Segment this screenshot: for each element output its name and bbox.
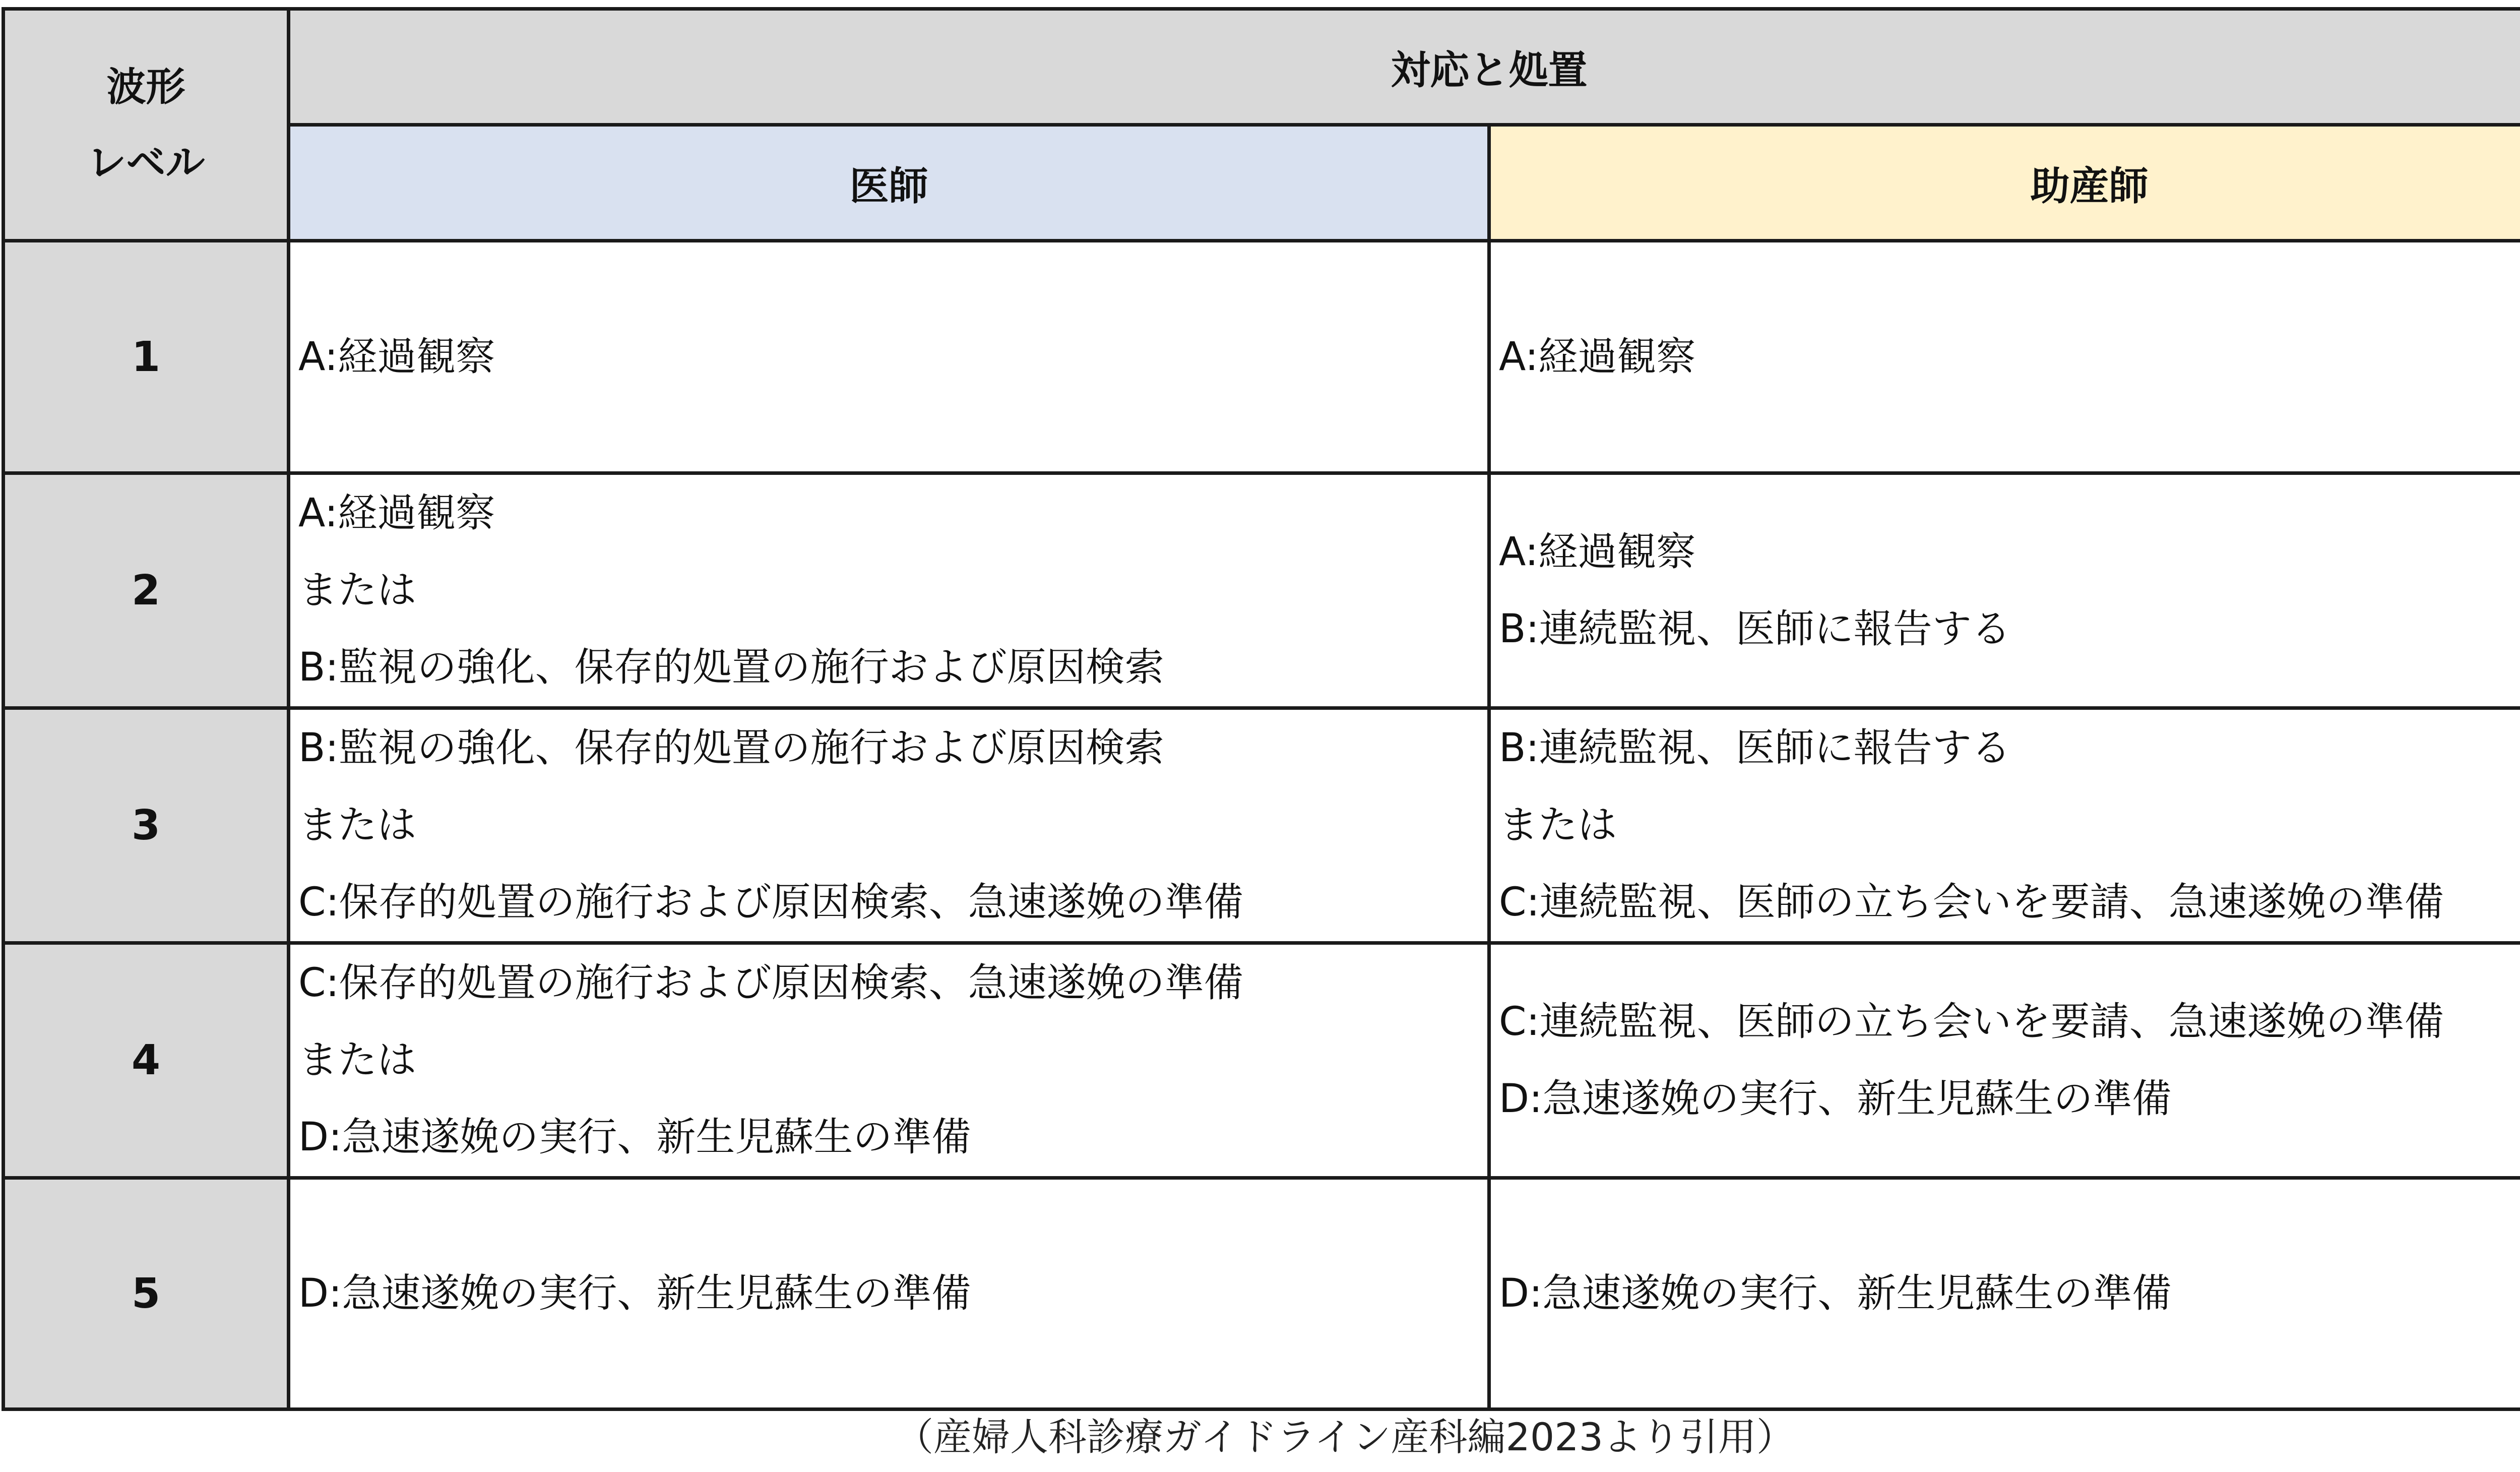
midwife-cell (1489, 708, 2520, 943)
level-cell: 1 (4, 241, 289, 473)
doctor-line: B:監視の強化、保存的処置の施行および原因検索 (298, 725, 1164, 771)
level-cell: 5 (4, 1178, 289, 1409)
header-row-bottom (4, 125, 2520, 241)
level-cell: 4 (4, 943, 289, 1178)
midwife-line: B:連続監視、医師に報告する (1499, 725, 2011, 771)
doctor-line: A:経過観察 (298, 490, 495, 536)
doctor-cell (289, 241, 1489, 473)
doctor-line: D:急速遂娩の実行、新生児蘇生の準備 (298, 1115, 971, 1160)
doctor-line: C:保存的処置の施行および原因検索、急速遂娩の準備 (298, 960, 1243, 1006)
table-row (4, 241, 2520, 473)
level-cell: 3 (4, 708, 289, 943)
doctor-cell (289, 943, 1489, 1178)
doctor-line: または (298, 568, 417, 613)
midwife-line: A:経過観察 (1499, 529, 1696, 575)
doctor-line: A:経過観察 (298, 334, 495, 380)
midwife-cell (1489, 241, 2520, 473)
header-row-top (4, 9, 2520, 125)
table-row (4, 473, 2520, 708)
midwife-cell (1489, 943, 2520, 1178)
doctor-cell (289, 708, 1489, 943)
midwife-header: 助産師 (1489, 125, 2520, 241)
response-header: 対応と処置 (289, 9, 2520, 125)
table-row (4, 943, 2520, 1178)
table-row (4, 708, 2520, 943)
midwife-line: D:急速遂娩の実行、新生児蘇生の準備 (1499, 1270, 2172, 1316)
fetal-heart-rate-response-table (2, 7, 2520, 1411)
midwife-cell (1489, 473, 2520, 708)
response-table-container (2, 7, 2520, 1400)
midwife-cell (1489, 1178, 2520, 1409)
doctor-cell (289, 1178, 1489, 1409)
midwife-line: B:連続監視、医師に報告する (1499, 606, 2011, 652)
wave-level-header-line1: 波形 (106, 64, 185, 110)
midwife-line: A:経過観察 (1499, 334, 1696, 380)
midwife-line: C:連続監視、医師の立ち会いを要請、急速遂娩の準備 (1499, 880, 2444, 925)
wave-level-header (4, 9, 289, 241)
doctor-line: または (298, 1037, 417, 1083)
doctor-cell (289, 473, 1489, 708)
level-cell: 2 (4, 473, 289, 708)
doctor-line: B:監視の強化、保存的処置の施行および原因検索 (298, 645, 1164, 690)
table-row (4, 1178, 2520, 1409)
source-citation: （産婦人科診療ガイドライン産科編2023より引用） (895, 1415, 1795, 1459)
doctor-header: 医師 (289, 125, 1489, 241)
doctor-line: D:急速遂娩の実行、新生児蘇生の準備 (298, 1270, 971, 1316)
midwife-line: D:急速遂娩の実行、新生児蘇生の準備 (1499, 1076, 2172, 1122)
wave-level-header-line2: レベル (87, 140, 205, 186)
doctor-line: または (298, 803, 417, 848)
midwife-line: C:連続監視、医師の立ち会いを要請、急速遂娩の準備 (1499, 999, 2444, 1045)
doctor-line: C:保存的処置の施行および原因検索、急速遂娩の準備 (298, 880, 1243, 925)
midwife-line: または (1499, 803, 1617, 848)
